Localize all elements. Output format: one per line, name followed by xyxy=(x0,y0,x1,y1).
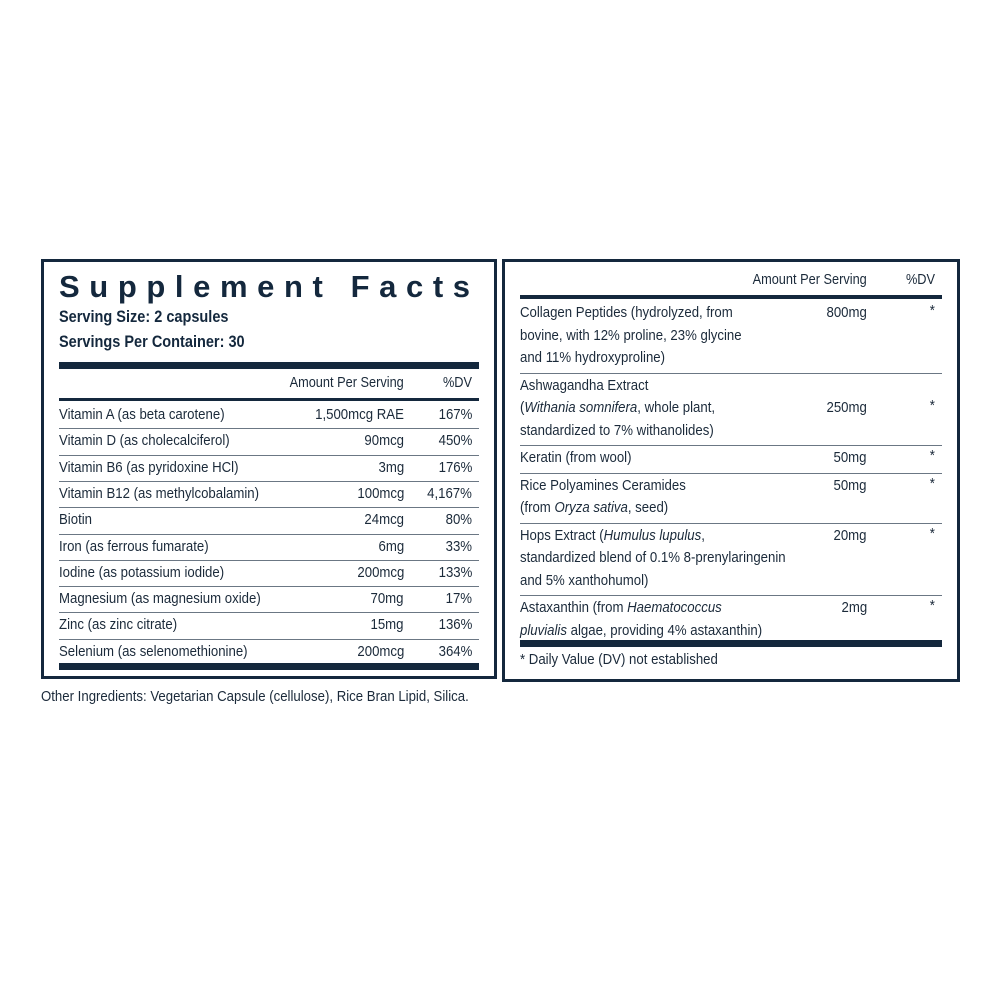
nutrient-dv: 167% xyxy=(438,406,472,423)
row-divider xyxy=(520,445,942,446)
nutrient-row xyxy=(59,535,479,561)
ingredient-row xyxy=(520,302,942,375)
nutrient-name: Selenium (as selenomethionine) xyxy=(59,642,248,660)
nutrient-name: Vitamin D (as cholecalciferol) xyxy=(59,432,230,450)
thick-rule xyxy=(59,362,479,369)
nutrient-name: Vitamin B6 (as pyridoxine HCl) xyxy=(59,458,239,476)
ingredient-name-line: Hops Extract (Humulus lupulus, xyxy=(520,526,705,544)
ingredient-name-line: bovine, with 12% proline, 23% glycine xyxy=(520,326,742,344)
nutrient-name: Vitamin A (as beta carotene) xyxy=(59,406,225,423)
ingredient-row xyxy=(520,447,942,475)
bottom-thick-rule xyxy=(59,663,479,670)
nutrient-dv: 136% xyxy=(438,616,472,634)
dv-header: %DV xyxy=(905,272,935,288)
ingredient-amount: 50mg xyxy=(833,476,867,494)
nutrient-dv: 133% xyxy=(438,563,472,581)
nutrient-name: Biotin xyxy=(59,511,93,529)
nutrient-dv: 4,167% xyxy=(427,484,472,502)
row-divider xyxy=(520,373,942,374)
supplement-facts-panel-left xyxy=(41,259,497,679)
nutrient-dv: 364% xyxy=(438,642,472,660)
header-rule xyxy=(59,398,479,401)
nutrient-amount: 200mcg xyxy=(357,642,404,660)
ingredient-name-line: and 5% xanthohumol) xyxy=(520,571,649,589)
nutrient-name: Iron (as ferrous fumarate) xyxy=(59,537,209,555)
ingredient-dv: * xyxy=(929,447,935,464)
row-divider xyxy=(520,595,942,596)
amount-header: Amount Per Serving xyxy=(289,375,404,391)
ingredient-name-line: (from Oryza sativa, seed) xyxy=(520,499,669,516)
nutrient-row xyxy=(59,403,479,429)
nutrient-amount: 100mcg xyxy=(357,484,404,502)
supplement-facts-panel-right xyxy=(502,259,960,682)
ingredient-amount: 2mg xyxy=(841,599,867,616)
ingredient-name-line: standardized to 7% withanolides) xyxy=(520,421,714,439)
nutrient-dv: 80% xyxy=(445,511,472,529)
servings-per-container: Servings Per Container: 30 xyxy=(59,333,245,351)
ingredient-name-line: Rice Polyamines Ceramides xyxy=(520,476,686,494)
ingredient-amount: 250mg xyxy=(826,399,867,416)
ingredient-row xyxy=(520,375,942,448)
ingredient-name-line: standardized blend of 0.1% 8-prenylaringenin xyxy=(520,549,786,566)
nutrient-row xyxy=(59,508,479,534)
amount-header: Amount Per Serving xyxy=(752,272,867,288)
bottom-thick-rule xyxy=(520,640,942,647)
ingredient-name-line: (Withania somnifera, whole plant, xyxy=(520,399,716,416)
nutrient-name: Vitamin B12 (as methylcobalamin) xyxy=(59,484,260,502)
ingredient-name-line: Collagen Peptides (hydrolyzed, from xyxy=(520,304,733,321)
row-divider xyxy=(520,473,942,474)
ingredient-name-line: Astaxanthin (from Haematococcus xyxy=(520,599,722,616)
ingredient-dv: * xyxy=(929,474,935,492)
ingredient-dv: * xyxy=(929,397,935,414)
ingredient-name-line: Ashwagandha Extract xyxy=(520,376,649,394)
nutrient-row xyxy=(59,482,479,508)
ingredient-name-line: Keratin (from wool) xyxy=(520,449,632,466)
nutrient-amount: 70mg xyxy=(370,590,404,608)
nutrient-amount: 6mg xyxy=(378,537,404,555)
nutrient-dv: 17% xyxy=(445,590,472,608)
nutrient-amount: 90mcg xyxy=(364,432,404,450)
nutrient-row xyxy=(59,561,479,587)
nutrient-dv: 176% xyxy=(438,458,472,476)
ingredient-name-line: pluvialis algae, providing 4% astaxanthin) xyxy=(520,621,763,639)
nutrient-name: Magnesium (as magnesium oxide) xyxy=(59,590,261,608)
nutrient-amount: 3mg xyxy=(378,458,404,476)
nutrient-dv: 450% xyxy=(438,432,472,450)
ingredient-amount: 20mg xyxy=(833,526,867,544)
dv-header: %DV xyxy=(442,375,472,391)
ingredient-dv: * xyxy=(929,597,935,614)
nutrient-row xyxy=(59,613,479,639)
nutrient-name: Iodine (as potassium iodide) xyxy=(59,563,225,581)
nutrient-row xyxy=(59,429,479,455)
nutrient-amount: 15mg xyxy=(370,616,404,634)
nutrient-dv: 33% xyxy=(445,537,472,555)
ingredient-dv: * xyxy=(929,524,935,542)
row-divider xyxy=(520,523,942,524)
nutrient-amount: 24mcg xyxy=(364,511,404,529)
dv-footnote: * Daily Value (DV) not established xyxy=(520,651,718,668)
ingredient-amount: 800mg xyxy=(826,304,867,321)
serving-size: Serving Size: 2 capsules xyxy=(59,308,229,326)
panel-title: Supplement Facts xyxy=(59,269,480,304)
nutrient-amount: 200mcg xyxy=(357,563,404,581)
nutrient-row xyxy=(59,456,479,482)
nutrient-amount: 1,500mcg RAE xyxy=(315,406,404,423)
nutrient-name: Zinc (as zinc citrate) xyxy=(59,616,178,634)
ingredient-name-line: and 11% hydroxyproline) xyxy=(520,349,666,366)
nutrient-row xyxy=(59,587,479,613)
ingredient-row xyxy=(520,525,942,598)
other-ingredients: Other Ingredients: Vegetarian Capsule (cellulose), Rice Bran Lipid, Silica. xyxy=(41,688,469,705)
header-rule xyxy=(520,295,942,299)
ingredient-dv: * xyxy=(929,302,935,319)
ingredient-row xyxy=(520,475,942,525)
ingredient-amount: 50mg xyxy=(833,449,867,466)
